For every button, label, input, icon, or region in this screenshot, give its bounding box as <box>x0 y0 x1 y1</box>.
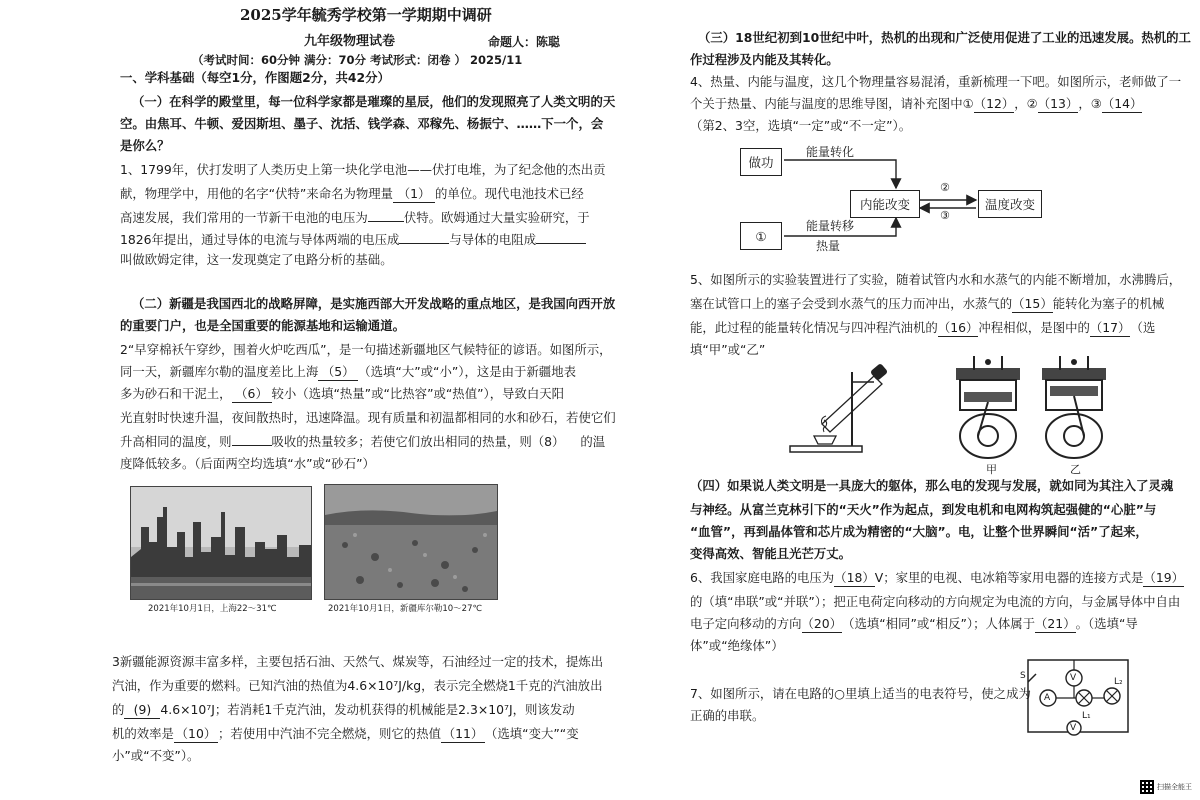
internal-energy-box: 内能改变 <box>850 190 920 218</box>
q4-line2: 个关于热量、内能与温度的思维导图，请补充图中①（12），②（13），③（14） <box>690 96 1143 111</box>
shanghai-caption: 2021年10月1日，上海22～31℃ <box>148 604 277 614</box>
temperature-box: 温度改变 <box>978 190 1042 218</box>
blank-1: （1） <box>393 186 435 203</box>
blank-3 <box>399 243 449 244</box>
lamp-l2-label: L₂ <box>1114 677 1123 687</box>
q5-line2: 塞在试管口上的塞子会受到水蒸气的压力而冲出，水蒸气的（15）能转化为塞子的机械 <box>690 296 1165 311</box>
q3-line2: 汽油，作为重要的燃料。已知汽油的热值为4.6×10⁷J/kg，表示完全燃烧1千克的汽油放出 <box>112 678 603 693</box>
q6-line2: 的（填“串联”或“并联”）；把正电荷定向移动的方向规定为电流的方向，与金属导体中自由 <box>690 594 1181 609</box>
q3-line3: 的 (9) 4.6×10⁷J；若消耗1千克汽油，发动机获得的机械能是2.3×10⁷J，则该发动 <box>112 702 575 717</box>
q2-line3: 多为砂石和干泥土， （6） 较小（选填“热量”或“比热容”或“热值”），导致白天阳 <box>120 386 565 401</box>
part-d-line2: 与神经。从富兰克林引下的“天火”作为起点，到发电机和电网构筑起强健的“心脏”与 <box>690 502 1157 517</box>
voltmeter-top-label: V <box>1070 673 1077 683</box>
q6-line3: 电子定向移动的方向（20）（选填“相同”或“相反”）；人体属于（21）。（选填“导 <box>690 616 1138 631</box>
part-a-line1: （一）在科学的殿堂里，每一位科学家都是璀璨的星辰，他们的发现照亮了人类文明的天 <box>132 94 616 109</box>
circle-2-label: ② <box>940 181 950 194</box>
q5-line1: 5、如图所示的实验装置进行了实验，随着试管内水和水蒸气的内能不断增加，水沸腾后， <box>690 272 1182 287</box>
blank-15: （15） <box>1012 296 1053 311</box>
circle-3-label: ③ <box>940 209 950 222</box>
q1-line5: 叫做欧姆定律，这一发现奠定了电路分析的基础。 <box>120 252 393 267</box>
section-heading: 一、学科基础（每空1分，作图题2分，共42分） <box>120 70 390 85</box>
blank-18: （18） <box>834 570 875 585</box>
engine-label-a: 甲 <box>986 463 997 476</box>
q4-line1: 4、热量、内能与温度，这几个物理量容易混淆，重新梳理一下吧。如图所示，老师做了一 <box>690 74 1182 89</box>
energy-transfer-label: 能量转移 <box>806 219 855 233</box>
q1-line3: 高速发展，我们常用的一节新干电池的电压为 伏特。欧姆通过大量实验研究，于 <box>120 210 590 225</box>
exam-meta: （考试时间：60分钟 满分：70分 考试形式：闭卷 ） 2025/11 <box>192 53 523 67</box>
shanghai-photo <box>130 486 312 600</box>
q1-line1: 1、1799年，伏打发明了人类历史上第一块化学电池——伏打电堆，为了纪念他的杰出贡 <box>120 162 606 177</box>
blank-17: （17） <box>1089 320 1131 335</box>
q5-line4: 填“甲”或“乙” <box>690 342 766 357</box>
q7-line2: 正确的串联。 <box>690 708 765 723</box>
part-c-line2: 作过程涉及内能及其转化。 <box>690 52 839 67</box>
q1-line2: 献，物理学中，用他的名字“伏特”来命名为物理量 （1） 的单位。现代电池技术已经 <box>120 186 584 201</box>
qr-icon <box>1140 780 1154 794</box>
exam-title: 2025学年毓秀学校第一学期期中调研 <box>240 6 492 24</box>
engine-a-diagram <box>948 352 1028 462</box>
q6-line1: 6、我国家庭电路的电压为（18）V；家里的电视、电冰箱等家用电器的连接方式是（19） <box>690 570 1184 585</box>
q5-line3: 能，此过程的能量转化情况与四冲程汽油机的（16）冲程相似，是图中的（17）（选 <box>690 320 1156 335</box>
q2-line6: 度降低较多。（后面两空均选填“水”或“砂石”） <box>120 456 375 471</box>
exam-author: 命题人：陈聪 <box>488 35 561 49</box>
blank-2 <box>368 221 404 222</box>
blank-12: （12） <box>973 96 1015 111</box>
engine-label-b: 乙 <box>1070 463 1081 476</box>
energy-conversion-label: 能量转化 <box>806 145 855 159</box>
blank-6: （6） <box>232 386 272 403</box>
blank-16: （16） <box>937 320 979 335</box>
part-c-line1: （三）18世纪初到10世纪中叶，热机的出现和广泛使用促进了工业的迅速发展。热机的工 <box>698 30 1191 45</box>
exam-subtitle: 九年级物理试卷 <box>304 34 396 49</box>
lamp-l1-label: L₁ <box>1082 711 1091 721</box>
voltmeter-bottom-label: V <box>1070 723 1077 733</box>
q2-line4: 光直射时快速升温，夜间散热时，迅速降温。现有质量和初温都相同的水和砂石，若使它们 <box>120 410 616 425</box>
blank-20: （20） <box>801 616 843 631</box>
korla-photo <box>324 484 498 600</box>
part-b-line1: （二）新疆是我国西北的战略屏障，是实施西部大开发战略的重点地区，是我国向西开放 <box>132 296 616 311</box>
blank-21: （21） <box>1035 616 1076 631</box>
ammeter-label: A <box>1044 693 1051 703</box>
heat-label: 热量 <box>816 239 841 253</box>
q2-line2: 同一天，新疆库尔勒的温度差比上海 （5） （选填“大”或“小”），这是由于新疆地表 <box>120 364 576 379</box>
circuit-diagram <box>1018 654 1138 740</box>
q2-line1: 2“早穿棉袄午穿纱，围着火炉吃西瓜”，是一句描述新疆地区气候特征的谚语。如图所示， <box>120 342 612 357</box>
blank-13: （13） <box>1037 96 1079 111</box>
blank-box-1: ① <box>740 222 782 250</box>
part-d-line1: （四）如果说人类文明是一具庞大的躯体，那么电的发现与发展，就如同为其注入了灵魂 <box>690 478 1174 493</box>
q2-line5: 升高相同的温度，则 吸收的热量较多；若使它们放出相同的热量，则（8） 的温 <box>120 434 606 449</box>
q3-line1: 3新疆能源资源丰富多样，主要包括石油、天然气、煤炭等，石油经过一定的技术，提炼出 <box>112 654 604 669</box>
heat-mind-map <box>740 145 1060 258</box>
engine-b-diagram <box>1034 352 1114 462</box>
q1-line4: 1826年提出，通过导体的电流与导体两端的电压成 与导体的电阻成 <box>120 232 586 248</box>
part-b-line2: 的重要门户，也是全国重要的能源基地和运输通道。 <box>120 318 405 333</box>
blank-14: （14） <box>1101 96 1143 111</box>
blank-5: （5） <box>318 364 358 381</box>
test-tube-apparatus <box>786 362 906 458</box>
part-a-line3: 是你么？ <box>120 138 170 153</box>
q3-line4: 机的效率是 （10） ；若使用中汽油不完全燃烧，则它的热值 （11） （选填“变大”“变 <box>112 726 579 741</box>
blank-4 <box>536 243 586 244</box>
blank-10: （10） <box>175 726 217 741</box>
part-d-line3: “血管”，再到晶体管和芯片成为精密的“大脑”。电，让整个世界瞬间“活”了起来， <box>690 524 1148 539</box>
q7-line1: 7、如图所示，请在电路的○里填上适当的电表符号，使之成为 <box>690 686 1031 701</box>
blank-7 <box>232 445 272 446</box>
part-a-line2: 空。由焦耳、牛顿、爱因斯坦、墨子、沈括、钱学森、邓稼先、杨振宁、……下一个，会 <box>120 116 604 131</box>
q3-line5: 小”或“不变”）。 <box>112 748 200 763</box>
q4-line3: （第2、3空，选填“一定”或“不一定”）。 <box>690 118 912 133</box>
work-box: 做功 <box>740 148 782 176</box>
blank-19: （19） <box>1143 570 1184 585</box>
q6-line4: 体”或“绝缘体”） <box>690 638 784 653</box>
scanner-stamp: 扫描全能王 <box>1140 780 1192 794</box>
switch-label: S <box>1020 671 1026 681</box>
blank-9: (9) <box>124 702 160 719</box>
korla-caption: 2021年10月1日，新疆库尔勒10～27℃ <box>328 604 483 614</box>
blank-11: （11） <box>442 726 484 741</box>
part-d-line4: 变得高效、智能且光芒万丈。 <box>690 546 852 561</box>
